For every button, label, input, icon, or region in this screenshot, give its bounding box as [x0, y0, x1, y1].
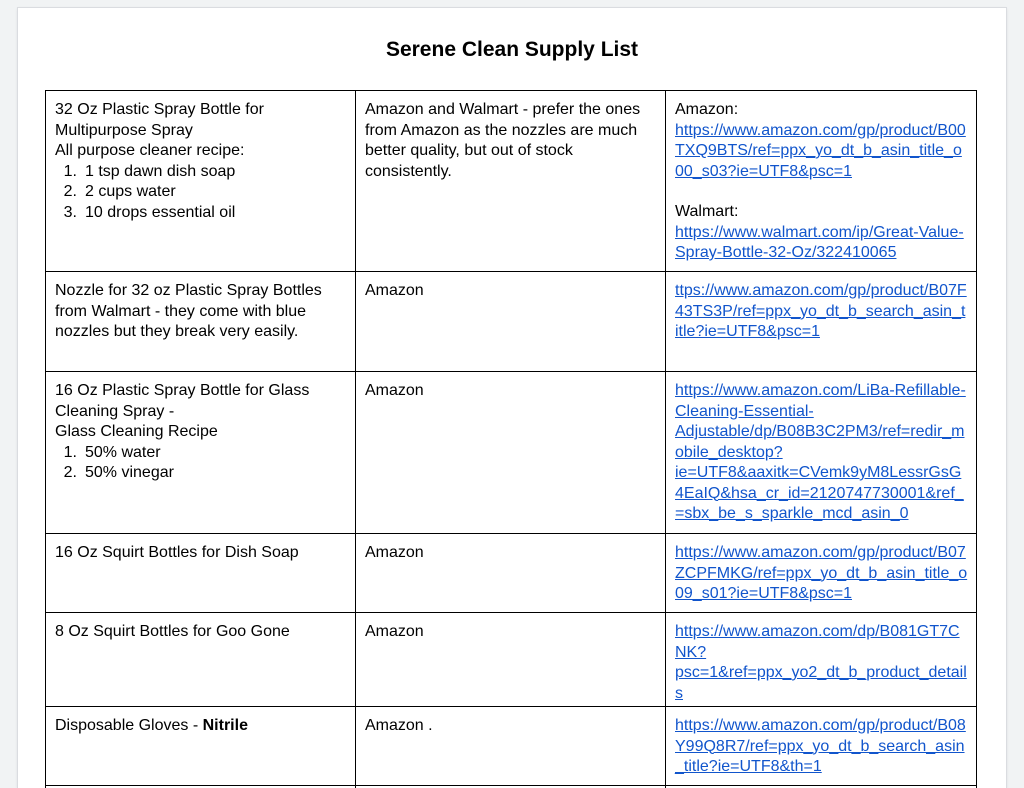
table-row [46, 272, 977, 372]
table-row [46, 372, 977, 534]
list-item: 2. 50% vinegar [55, 463, 347, 484]
document-title: Serene Clean Supply List [18, 38, 1006, 62]
table-row [46, 534, 977, 613]
link-cell [666, 534, 977, 613]
item-line: 16 Oz Plastic Spray Bottle for Glass [55, 381, 347, 402]
item-cell: 8 Oz Squirt Bottles for Goo Gone [46, 613, 356, 707]
item-line: Multipurpose Spray [55, 121, 347, 142]
item-cell [46, 372, 356, 534]
document-page [18, 8, 1006, 788]
recipe-heading: Glass Cleaning Recipe [55, 422, 347, 443]
list-item: 1. 50% water [55, 443, 347, 464]
walmart-link[interactable]: https://www.walmart.com/ip/Great-Value-Spray-Bottle-32-Oz/322410065 [675, 224, 964, 262]
amazon-label: Amazon: [675, 100, 968, 121]
table-row [46, 707, 977, 786]
list-item: 2. 2 cups water [55, 182, 347, 203]
item-line: Cleaning Spray - [55, 402, 347, 423]
list-item: 3. 10 drops essential oil [55, 203, 347, 224]
link-cell [666, 91, 977, 272]
table-row [46, 91, 977, 272]
link-cell [666, 613, 977, 707]
source-cell: Amazon [356, 534, 666, 613]
product-link[interactable]: https://www.amazon.com/gp/product/B08Y99Q8R7/ref=ppx_yo_dt_b_search_asin_title?ie=UTF8&th=1 [675, 717, 966, 775]
item-bold-text: Nitrile [203, 717, 248, 734]
walmart-label: Walmart: [675, 202, 968, 223]
source-cell: Amazon [356, 372, 666, 534]
item-cell [46, 707, 356, 786]
recipe-heading: All purpose cleaner recipe: [55, 141, 347, 162]
amazon-link[interactable]: https://www.amazon.com/gp/product/B00TXQ9BTS/ref=ppx_yo_dt_b_asin_title_o00_s03?ie=UTF8&psc=1 [675, 122, 966, 180]
item-text: Disposable Gloves - [55, 717, 203, 734]
link-cell [666, 372, 977, 534]
source-cell: Amazon . [356, 707, 666, 786]
source-cell: Amazon and Walmart - prefer the ones from Amazon as the nozzles are much better quality, but out of stock consistently. [356, 91, 666, 272]
source-cell: Amazon [356, 272, 666, 372]
item-cell: 16 Oz Squirt Bottles for Dish Soap [46, 534, 356, 613]
item-line: 32 Oz Plastic Spray Bottle for [55, 100, 347, 121]
item-cell: Nozzle for 32 oz Plastic Spray Bottles from Walmart - they come with blue nozzles but they break very easily. [46, 272, 356, 372]
recipe-list [55, 443, 347, 484]
source-cell: Amazon [356, 613, 666, 707]
link-cell [666, 707, 977, 786]
product-link[interactable]: ttps://www.amazon.com/gp/product/B07F43TS3P/ref=ppx_yo_dt_b_search_asin_title?ie=UTF8&psc=1 [675, 282, 967, 340]
product-link[interactable]: https://www.amazon.com/dp/B081GT7CNK?psc=1&ref=ppx_yo2_dt_b_product_details [675, 623, 967, 702]
table-row [46, 613, 977, 707]
item-cell [46, 91, 356, 272]
link-cell [666, 272, 977, 372]
product-link[interactable]: https://www.amazon.com/gp/product/B07ZCPFMKG/ref=ppx_yo_dt_b_asin_title_o09_s01?ie=UTF8&psc=1 [675, 544, 967, 602]
product-link[interactable]: https://www.amazon.com/LiBa-Refillable-Cleaning-Essential-Adjustable/dp/B08B3C2PM3/ref=redir_mobile_desktop?ie=UTF8&aaxitk=CVemk9yM8LessrGsG4EaIQ&hsa_cr_id=2120747730001&ref_=sbx_be_s_sparkle_mcd_asin_0 [675, 382, 966, 522]
list-item: 1. 1 tsp dawn dish soap [55, 162, 347, 183]
recipe-list [55, 162, 347, 224]
supply-table [45, 90, 977, 788]
